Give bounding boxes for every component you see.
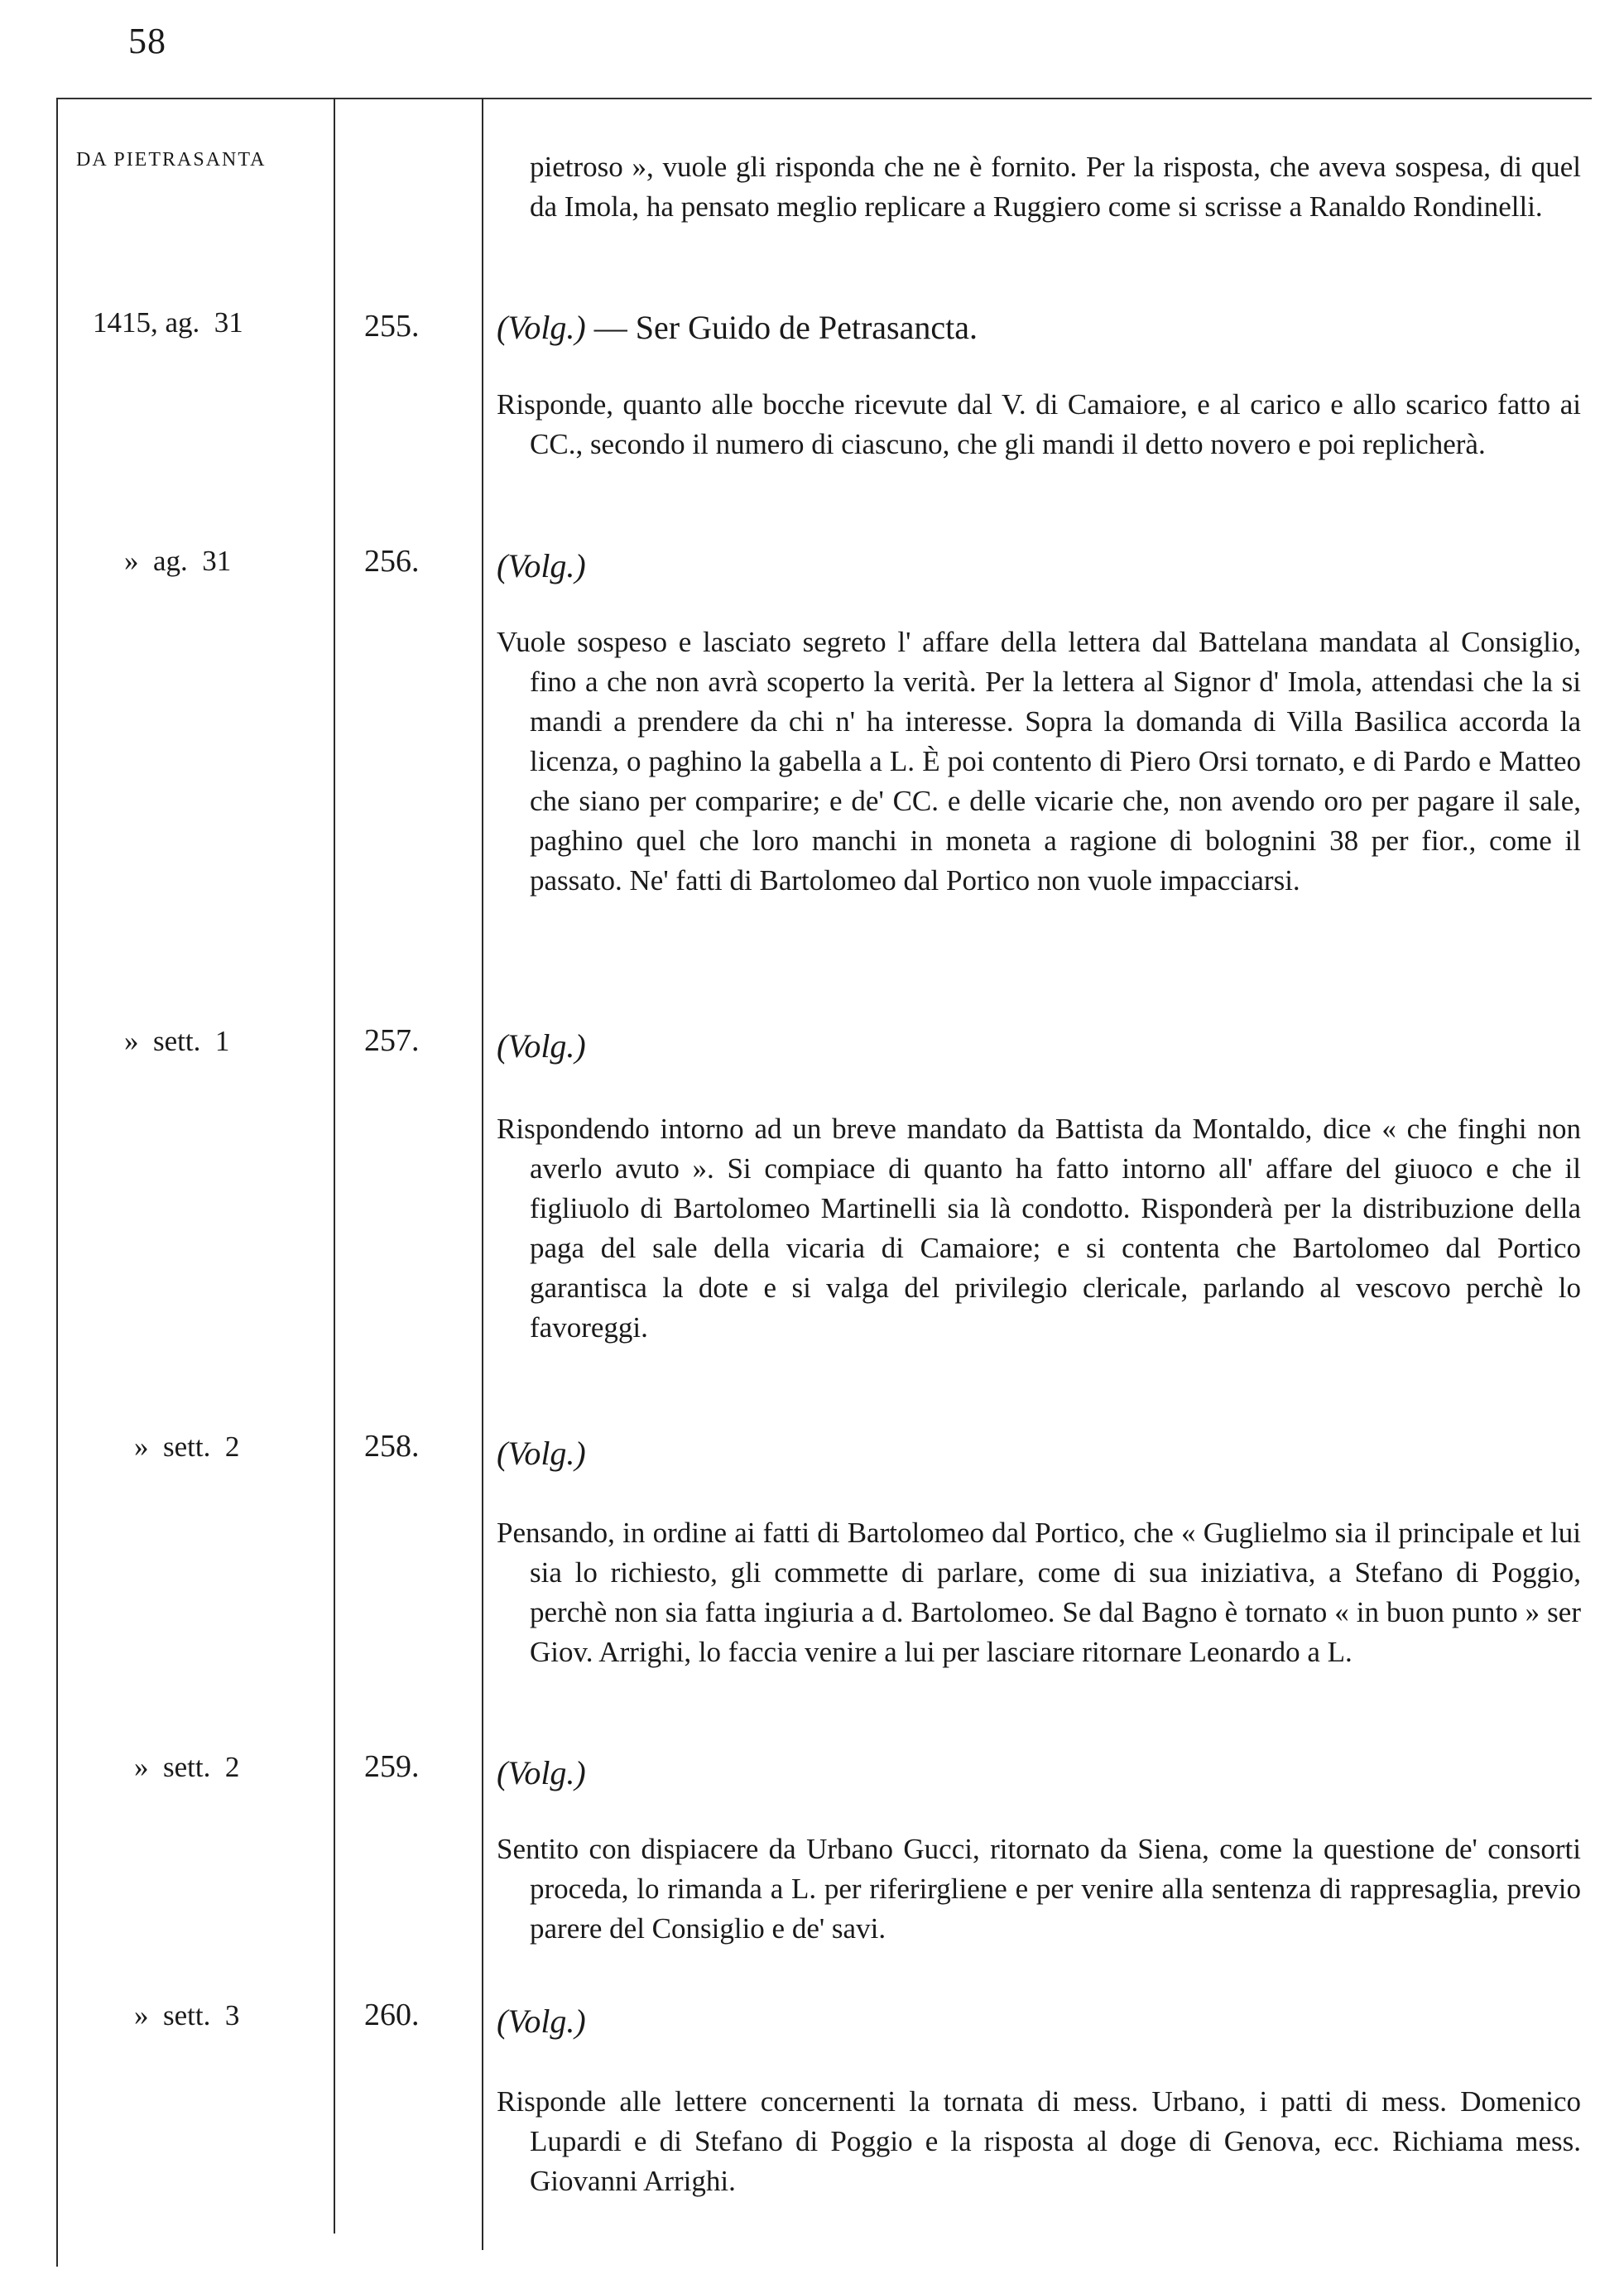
number-column-rule bbox=[482, 98, 483, 2250]
entry-heading bbox=[497, 546, 586, 585]
entry-text: Rispondendo intorno ad un breve mandato da Battista da Montaldo, dice « che finghi non averlo avuto ». Si compiace di quanto ha fatto intorno all' affare del giuoco e che il figliuolo di Bartolomeo Martinelli sia là condotto. Risponderà per la distribuzione della paga del sale della vicaria di Camaiore; e si contenta che Bartolomeo dal Portico garantisca la dote e si valga del privilegio clericale, parlando al vescovo perchè lo favoreggi. bbox=[497, 1113, 1581, 1344]
entry-number: 258. bbox=[364, 1429, 420, 1464]
entry-heading bbox=[497, 1027, 586, 1065]
section-header: DA PIETRASANTA bbox=[76, 149, 267, 171]
entry-text: Pensando, in ordine ai fatti di Bartolomeo dal Portico, che « Guglielmo sia il principale et lui sia lo richiesto, gli commette di parlare, come di sua iniziativa, a Stefano di Poggio, perchè non sia fatta ingiuria a d. Bartolomeo. Se dal Bagno è tornato « in buon punto » ser Giov. Arrighi, lo faccia venire a lui per lasciare ritornare Leonardo a L. bbox=[497, 1517, 1581, 1668]
continuation-text: pietroso », vuole gli risponda che ne è fornito. Per la risposta, che aveva sospesa, di quel da Imola, ha pensato meglio replicare a Ruggiero come si scrisse a Ranaldo Rondinelli. bbox=[530, 151, 1581, 223]
entry-text: Risponde, quanto alle bocche ricevute dal V. di Camaiore, e al carico e allo scarico fatto ai CC., secondo il numero di ciascuno, che gli mandi il detto novero e poi replicherà. bbox=[497, 388, 1581, 460]
entry-text: Risponde alle lettere concernenti la tornata di mess. Urbano, i patti di mess. Domenico Lupardi e di Stefano di Poggio e la risposta al doge di Genova, ecc. Richiama mess. Giovanni Arrighi. bbox=[497, 2085, 1581, 2197]
entry-date: » sett. 3 bbox=[134, 1999, 240, 2032]
entry-heading bbox=[497, 308, 978, 347]
entry-date: 1415, ag. 31 bbox=[93, 306, 243, 339]
entry-number: 255. bbox=[364, 309, 420, 344]
volg-label: (Volg.) bbox=[497, 2003, 586, 2040]
volg-label: (Volg.) bbox=[497, 1754, 586, 1791]
entry-heading bbox=[497, 1753, 586, 1792]
entry-text: Vuole sospeso e lasciato segreto l' affare della lettera dal Battelana mandata al Consiglio, fino a che non avrà scoperto la verità. Per la lettera al Signor d' Imola, attendasi che la si mandi a prendere da chi n' ha interesse. Sopra la domanda di Villa Basilica accorda la licenza, o paghino la gabella a L. È poi contento di Piero Orsi tornato, e di Pardo e Matteo che siano per comparire; e de' CC. e delle vicarie che, non avendo oro per pagare il sale, paghino quel che loro manchi in moneta a ragione di bolognini 38 per fior., come il passato. Ne' fatti di Bartolomeo dal Portico non vuole impacciarsi. bbox=[497, 626, 1581, 897]
entry-number: 259. bbox=[364, 1749, 420, 1784]
date-column-rule bbox=[334, 98, 335, 2234]
entry-number: 257. bbox=[364, 1023, 420, 1058]
entry-number: 260. bbox=[364, 1998, 420, 2032]
entry-text: Sentito con dispiacere da Urbano Gucci, ritornato da Siena, come la questione de' consorti proceda, lo rimanda a L. per riferirgliene e per venire alla sentenza di rappresaglia, previo parere del Consiglio e de' savi. bbox=[497, 1833, 1581, 1945]
volg-label: (Volg.) bbox=[497, 1027, 586, 1065]
entry-recipient: — Ser Guido de Petrasancta. bbox=[585, 309, 978, 346]
entry-date: » sett. 2 bbox=[134, 1751, 240, 1783]
volg-label: (Volg.) bbox=[497, 309, 586, 346]
left-margin-rule bbox=[56, 98, 58, 2267]
entry-heading bbox=[497, 1434, 586, 1473]
entry-date: » ag. 31 bbox=[124, 545, 232, 577]
page-number: 58 bbox=[128, 21, 166, 61]
entry-heading bbox=[497, 2002, 586, 2041]
volg-label: (Volg.) bbox=[497, 1435, 586, 1472]
volg-label: (Volg.) bbox=[497, 547, 586, 584]
entry-number: 256. bbox=[364, 544, 420, 579]
top-rule bbox=[56, 98, 1592, 99]
entry-date: » sett. 1 bbox=[124, 1025, 230, 1057]
entry-date: » sett. 2 bbox=[134, 1431, 240, 1463]
